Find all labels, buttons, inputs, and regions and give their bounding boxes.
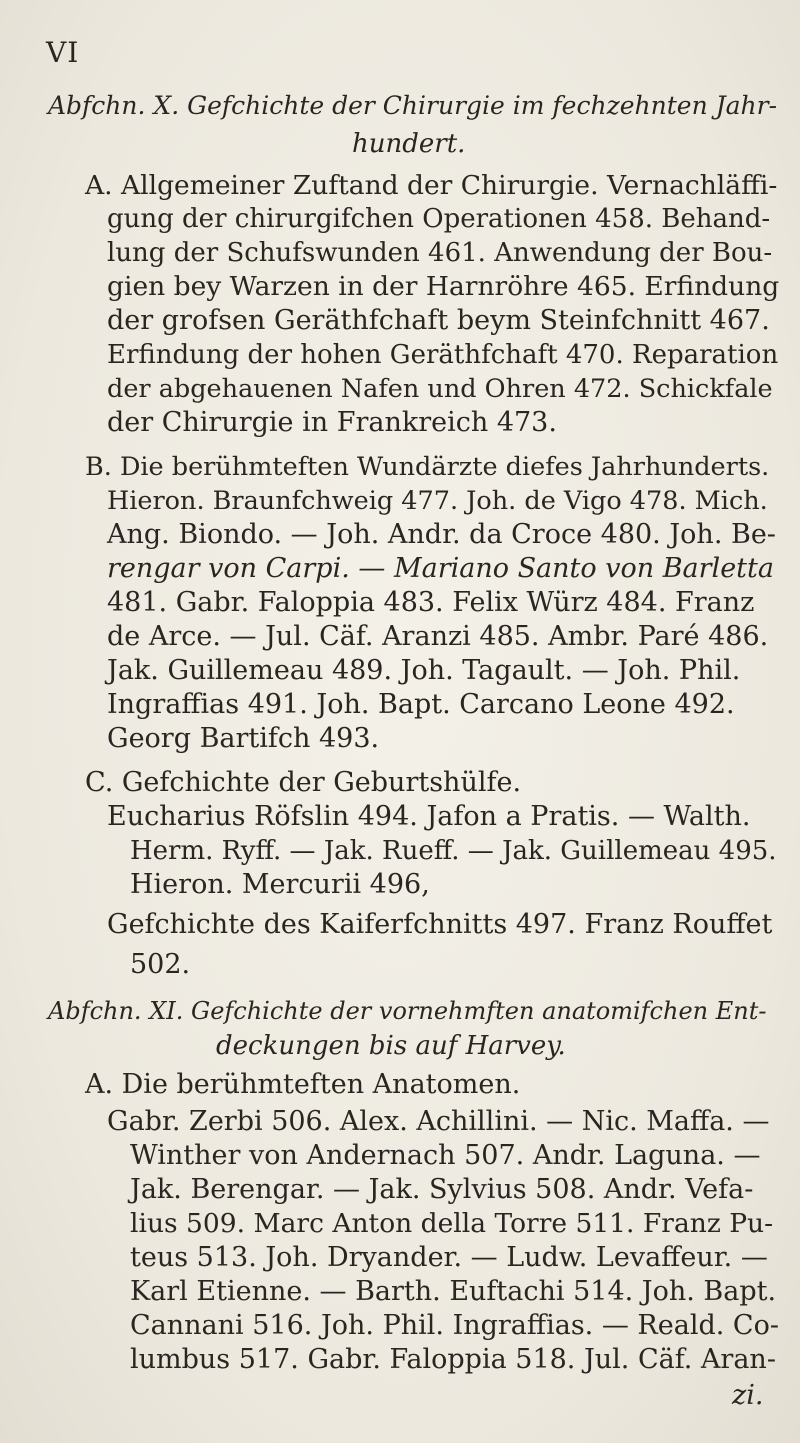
text-line: gien bey Warzen in der Harnröhre 465. Erfindung	[107, 271, 780, 302]
section-heading: Abfchn. X. Gefchichte der Chirurgie im fechzehnten Jahr-	[48, 91, 778, 120]
text-line: Gabr. Zerbi 506. Alex. Achillini. — Nic. Maffa. —	[107, 1106, 770, 1137]
text-line: Hieron. Braunfchweig 477. Joh. de Vigo 478. Mich.	[107, 486, 768, 516]
text-line: Erfindung der hohen Geräthfchaft 470. Reparation	[107, 340, 779, 370]
text-line: der abgehauenen Nafen und Ohren 472. Schickfale	[107, 374, 773, 404]
text-line: A. Allgemeiner Zuftand der Chirurgie. Vernachläffi-	[85, 170, 778, 201]
text-line: teus 513. Joh. Dryander. — Ludw. Levaffeur. —	[130, 1242, 768, 1273]
section-heading-continued: deckungen bis auf Harvey.	[216, 1031, 566, 1061]
text-line: Herm. Ryff. — Jak. Rueff. — Jak. Guillemeau 495.	[130, 836, 777, 866]
text-line: Ang. Biondo. — Joh. Andr. da Croce 480. Joh. Be-	[107, 519, 776, 550]
text-line: Winther von Andernach 507. Andr. Laguna. —	[130, 1140, 761, 1171]
section-heading: Abfchn. XI. Gefchichte der vornehmften anatomifchen Ent-	[48, 997, 767, 1025]
text-line: Ingraffias 491. Joh. Bapt. Carcano Leone 492.	[107, 689, 735, 720]
text-line: rengar von Carpi. — Mariano Santo von Barletta	[107, 553, 774, 584]
text-line: Eucharius Röfslin 494. Jafon a Pratis. — Walth.	[107, 801, 751, 832]
text-line: Cannani 516. Joh. Phil. Ingraffias. — Reald. Co-	[130, 1310, 779, 1341]
text-line: lumbus 517. Gabr. Faloppia 518. Jul. Cäf. Aran-	[130, 1344, 776, 1375]
text-line: C. Gefchichte der Geburtshülfe.	[85, 767, 522, 798]
text-line: der grofsen Geräthfchaft beym Steinfchnitt 467.	[107, 305, 770, 336]
text-line: zi.	[732, 1380, 764, 1411]
text-line: Jak. Berengar. — Jak. Sylvius 508. Andr. Vefa-	[130, 1174, 754, 1205]
text-line: Jak. Guillemeau 489. Joh. Tagault. — Joh. Phil.	[107, 655, 741, 686]
section-heading-continued: hundert.	[352, 129, 466, 159]
text-line: B. Die berühmteften Wundärzte diefes Jahrhunderts.	[85, 452, 770, 482]
text-line: Gefchichte des Kaiferfchnitts 497. Franz Rouffet	[107, 909, 773, 940]
text-line: Hieron. Mercurii 496,	[130, 869, 430, 900]
text-line: Georg Bartifch 493.	[107, 723, 380, 754]
text-line: der Chirurgie in Frankreich 473.	[107, 407, 557, 438]
text-line: lung der Schufswunden 461. Anwendung der Bou-	[107, 238, 773, 268]
page-number: VI	[46, 36, 80, 69]
text-line: lius 509. Marc Anton della Torre 511. Franz Pu-	[130, 1208, 774, 1239]
text-line: Karl Etienne. — Barth. Euftachi 514. Joh. Bapt.	[130, 1276, 777, 1307]
text-line: 502.	[130, 949, 191, 980]
text-line: de Arce. — Jul. Cäf. Aranzi 485. Ambr. Paré 486.	[107, 621, 769, 652]
text-line: gung der chirurgifchen Operationen 458. Behand-	[107, 204, 771, 234]
text-line: A. Die berühmteften Anatomen.	[85, 1069, 521, 1100]
text-line: 481. Gabr. Faloppia 483. Felix Würz 484. Franz	[107, 587, 755, 618]
